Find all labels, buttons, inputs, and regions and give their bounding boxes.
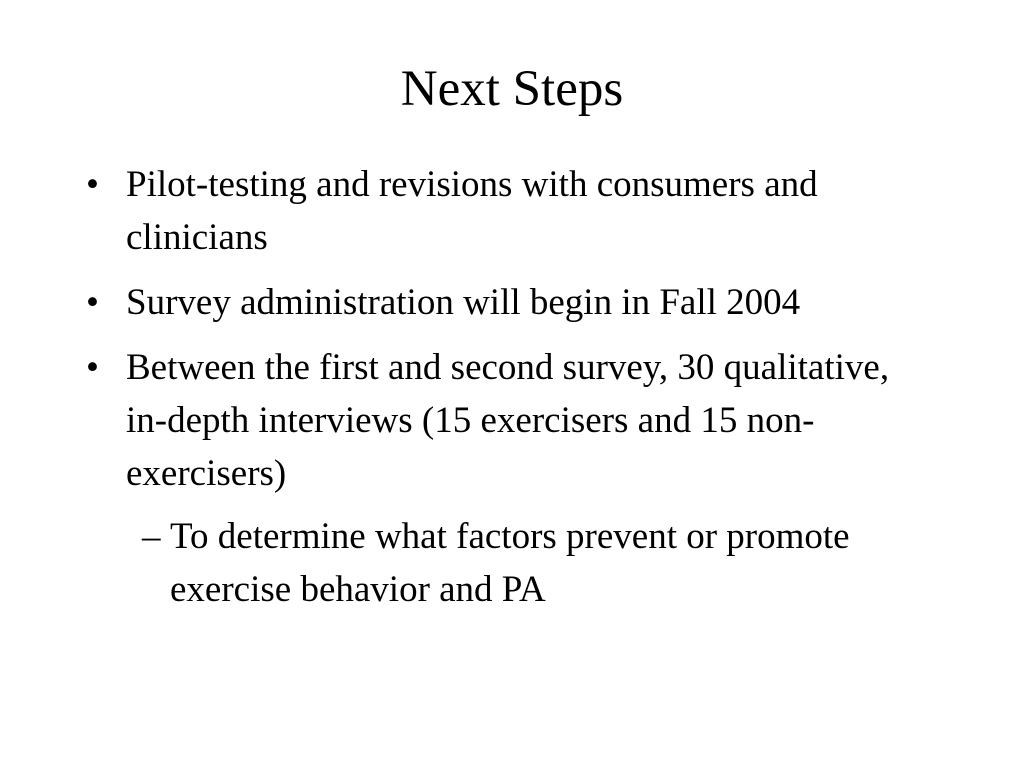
sub-bullet-item [84,510,914,616]
sub-bullet-list [126,510,914,616]
sub-bullet-text: To determine what factors prevent or promote exercise behavior and PA [170,516,850,610]
bullet-item [84,158,914,264]
bullet-text: Pilot-testing and revisions with consumers and clinicians [126,164,818,258]
bullet-list [84,158,914,628]
bullet-item [84,341,914,616]
bullet-marker: • [86,347,99,388]
bullet-marker: • [86,164,99,205]
sub-bullet-marker: – [142,516,161,557]
bullet-marker: • [86,282,99,323]
slide-title: Next Steps [400,61,624,117]
bullet-text: Between the first and second survey, 30 qualitative, in-depth interviews (15 exercisers and 15 non-exercisers) [126,347,890,494]
bullet-item [84,276,914,329]
bullet-text: Survey administration will begin in Fall 2004 [126,282,801,323]
